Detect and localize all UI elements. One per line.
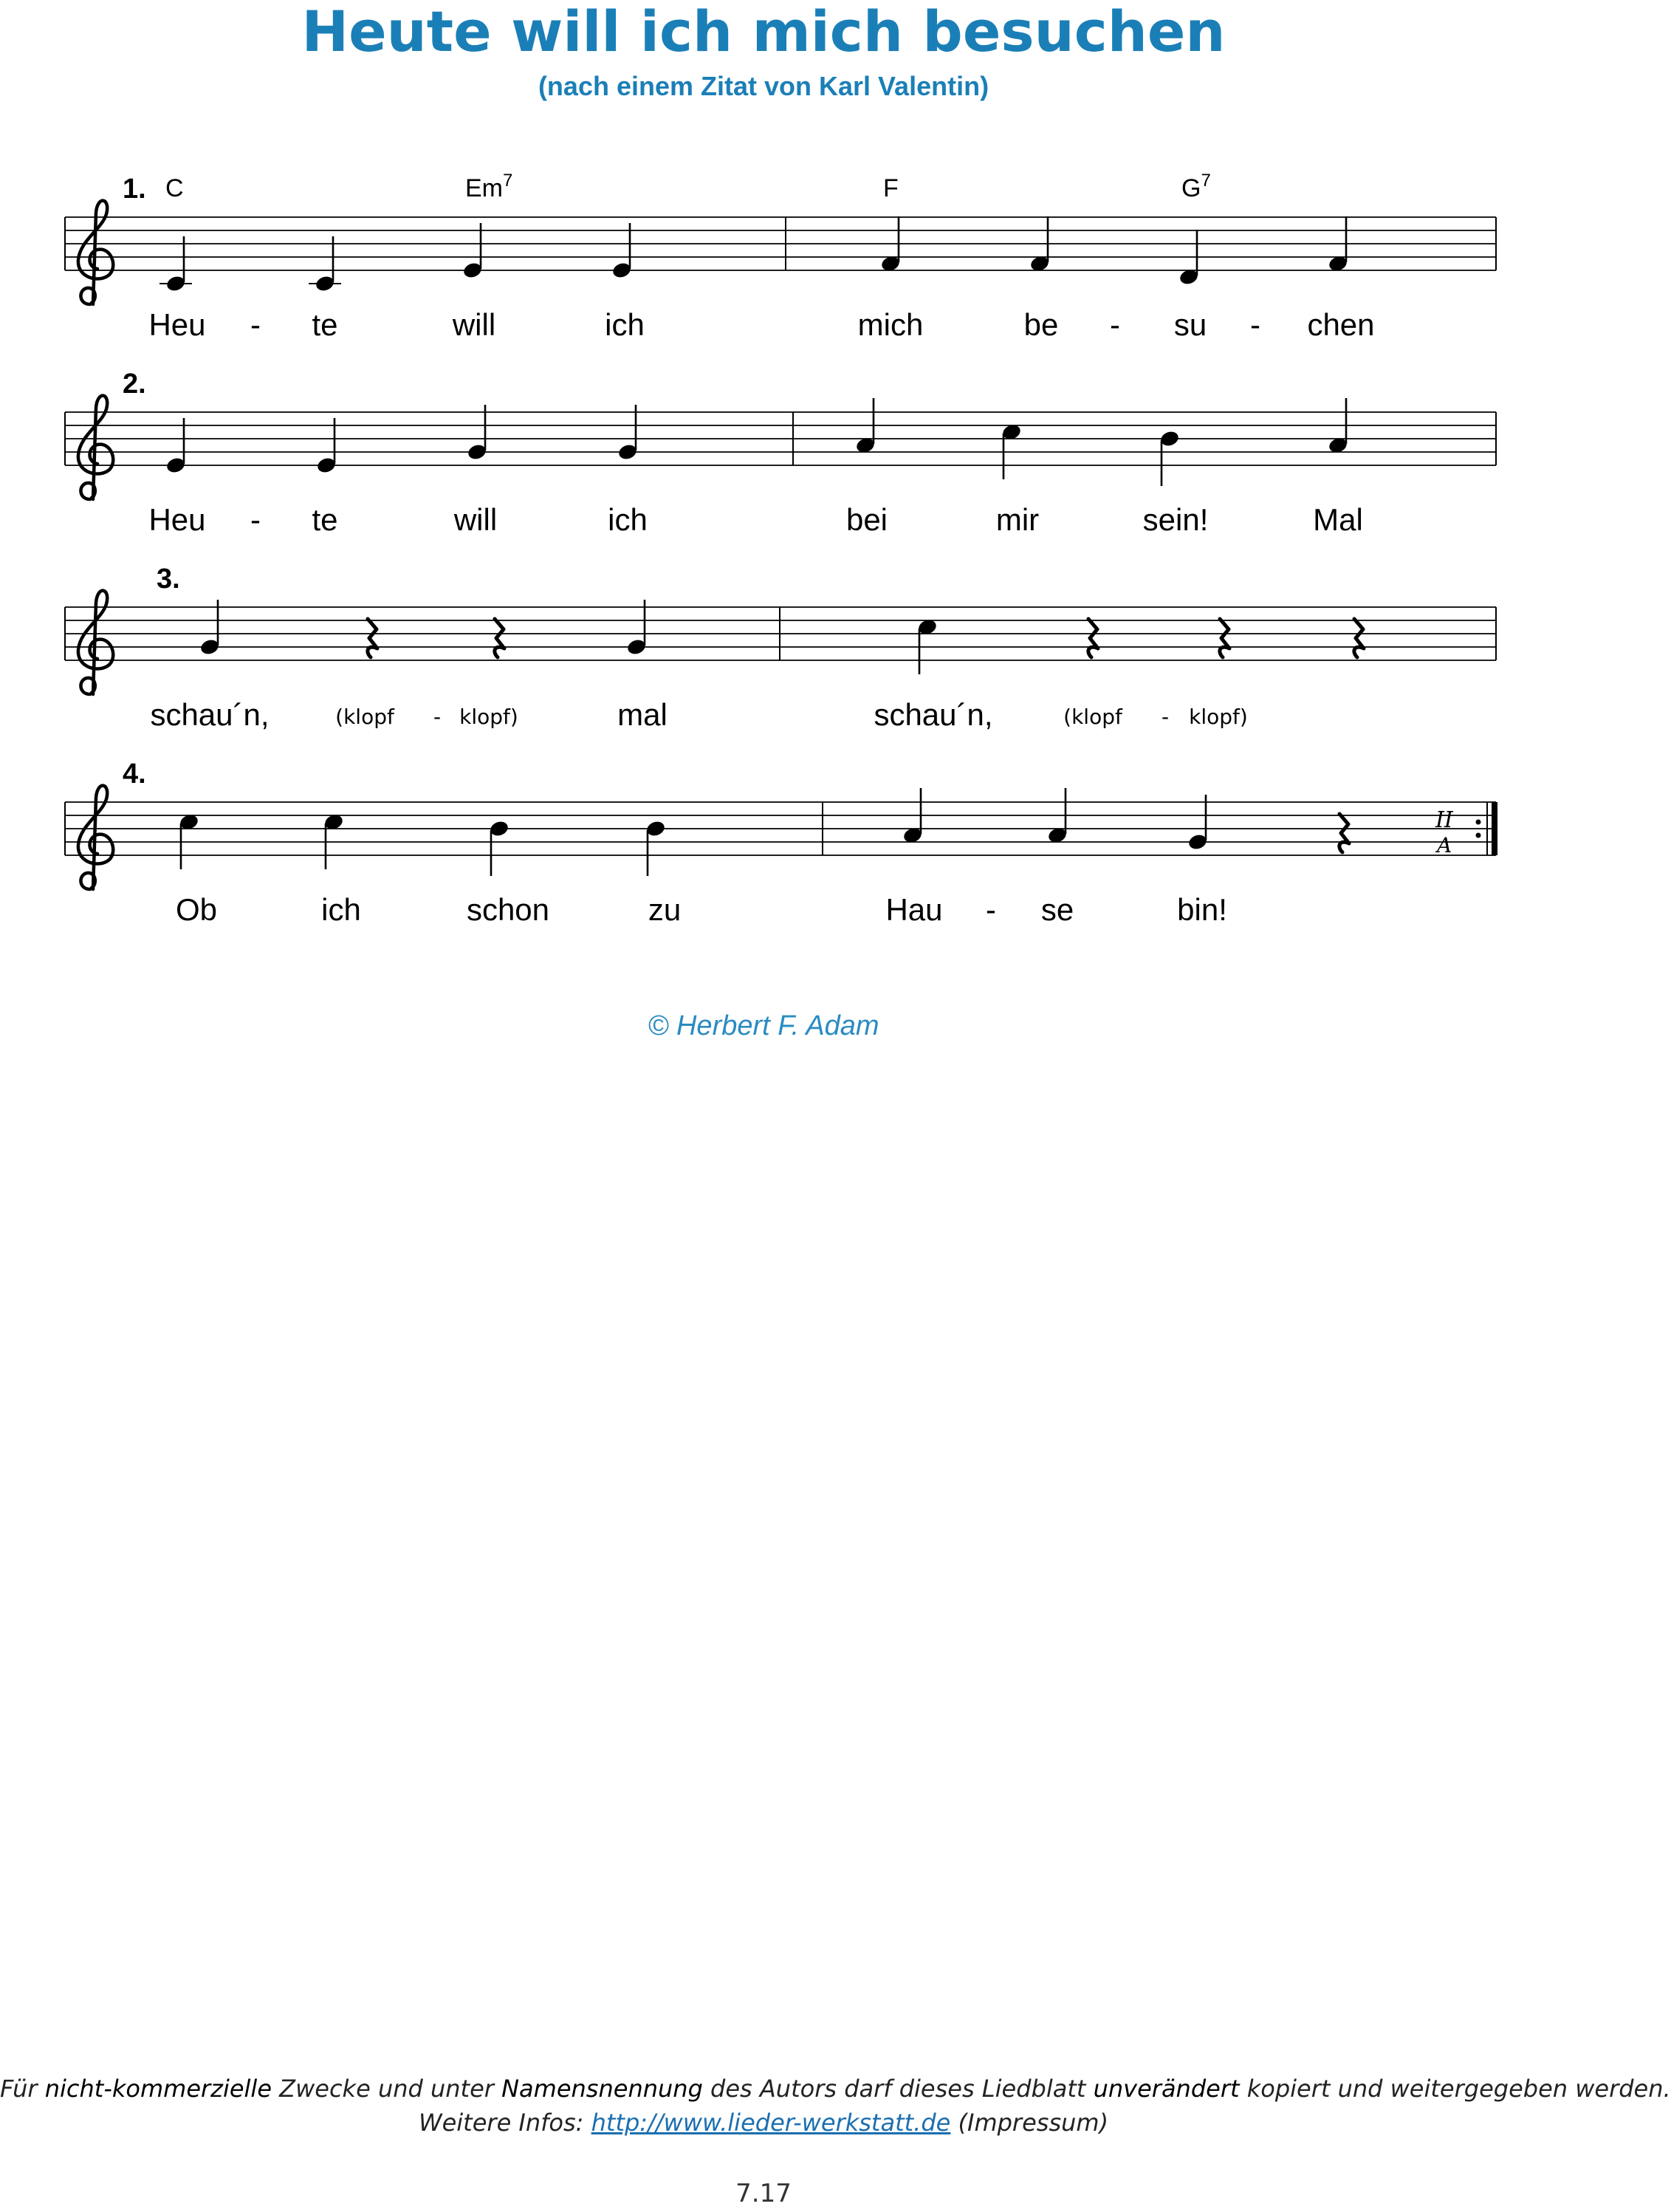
lyric-syllable: zu <box>648 892 682 927</box>
quarter-rest-icon <box>1339 814 1349 852</box>
lyric-syllable: ich <box>605 307 645 342</box>
lyric-hyphen: - <box>433 705 442 729</box>
lyric-syllable: mal <box>617 697 668 732</box>
treble-clef-icon <box>78 396 113 499</box>
staff-system <box>65 759 1497 927</box>
chord-root: Em <box>465 174 503 202</box>
treble-clef-icon <box>78 591 113 694</box>
treble-clef-icon <box>78 786 113 889</box>
quarter-rest-icon <box>1354 619 1364 657</box>
lyric-syllable: ich <box>321 892 361 927</box>
lyric-syllable: bin! <box>1177 892 1227 927</box>
staff-system <box>65 369 1496 537</box>
lyric-syllable: se <box>1040 892 1074 927</box>
chord-symbol <box>883 174 899 202</box>
lyric-syllable: will <box>452 307 496 342</box>
license-text: Für <box>0 2075 45 2103</box>
quarter-rest-icon <box>1088 619 1098 657</box>
license-line-1 <box>0 2072 1671 2106</box>
repeat-mark-label: II <box>1435 807 1453 833</box>
lyric-hyphen: - <box>250 307 261 342</box>
lyric-hyphen: - <box>1110 307 1120 342</box>
lyric-syllable: ich <box>608 502 648 537</box>
lyric-syllable: sein! <box>1142 502 1209 537</box>
chord-symbol <box>465 171 512 202</box>
song-subtitle: (nach einem Zitat von Karl Valentin) <box>538 71 989 101</box>
license-text: des Autors darf dieses Liedblatt <box>702 2075 1094 2103</box>
lyric-syllable: mir <box>995 502 1040 537</box>
lyric-hyphen: - <box>986 892 996 927</box>
staff-system <box>65 171 1496 342</box>
lyric-syllable: te <box>312 502 338 537</box>
system-number: 2. <box>123 369 146 400</box>
staff-system <box>65 564 1496 732</box>
lyric-syllable: Ob <box>175 892 218 927</box>
copyright-notice: © Herbert F. Adam <box>648 1010 879 1041</box>
chord-root: C <box>165 174 184 202</box>
lyric-syllable: chen <box>1307 307 1375 342</box>
lyric-syllable: Heu <box>148 502 206 537</box>
system-number: 1. <box>123 174 146 205</box>
lyric-syllable: (klopf <box>1063 705 1122 729</box>
system-number: 4. <box>123 759 146 790</box>
impressum-label: (Impressum) <box>950 2109 1109 2137</box>
sheet-music <box>0 0 1527 960</box>
lyric-hyphen: - <box>1161 705 1170 729</box>
lyric-syllable: te <box>312 307 338 342</box>
chord-root: G <box>1181 174 1201 202</box>
system-number: 3. <box>157 564 180 595</box>
lyric-syllable: bei <box>845 502 888 537</box>
license-emphasis: unverändert <box>1093 2075 1240 2103</box>
chord-symbol <box>1181 171 1211 202</box>
chord-extension: 7 <box>1201 171 1211 191</box>
license-text: Zwecke und unter <box>272 2075 502 2103</box>
lyric-syllable: schau´n, <box>150 697 270 732</box>
license-emphasis: nicht-kommerzielle <box>44 2075 272 2103</box>
quarter-rest-icon <box>495 619 504 657</box>
lyric-syllable: will <box>453 502 498 537</box>
lyric-syllable: be <box>1023 307 1059 342</box>
lyric-hyphen: - <box>1250 307 1260 342</box>
license-text: kopiert und weitergegeben werden. <box>1239 2075 1671 2103</box>
lyric-hyphen: - <box>250 502 261 537</box>
lyric-syllable: klopf) <box>1189 705 1248 729</box>
lyric-syllable: mich <box>857 307 924 342</box>
treble-clef-icon <box>78 201 113 304</box>
lyric-syllable: schon <box>466 892 550 927</box>
chord-symbol <box>165 174 184 202</box>
quarter-rest-icon <box>368 619 377 657</box>
chord-extension: 7 <box>503 171 513 191</box>
lyric-syllable: Hau <box>885 892 943 927</box>
lyric-syllable: schau´n, <box>874 697 993 732</box>
lyric-syllable: Heu <box>148 307 206 342</box>
quarter-rest-icon <box>1220 619 1229 657</box>
repeat-mark-label: A <box>1437 833 1452 857</box>
repeat-dot <box>1476 833 1481 838</box>
info-label: Weitere Infos: <box>418 2109 591 2137</box>
lyric-syllable: klopf) <box>459 705 518 729</box>
website-link[interactable]: http://www.lieder-werkstatt.de <box>591 2109 951 2137</box>
license-notice <box>0 2072 1671 2140</box>
page-number: 7.17 <box>735 2179 792 2208</box>
chord-root: F <box>883 174 899 202</box>
final-thick-line <box>1492 802 1497 855</box>
license-line-2 <box>0 2106 1527 2140</box>
song-title: Heute will ich mich besuchen <box>301 0 1226 64</box>
lyric-syllable: su <box>1173 307 1207 342</box>
repeat-dot <box>1476 820 1481 825</box>
license-emphasis: Namensnennung <box>501 2075 703 2103</box>
lyric-syllable: Mal <box>1313 502 1363 537</box>
lyric-syllable: (klopf <box>335 705 394 729</box>
